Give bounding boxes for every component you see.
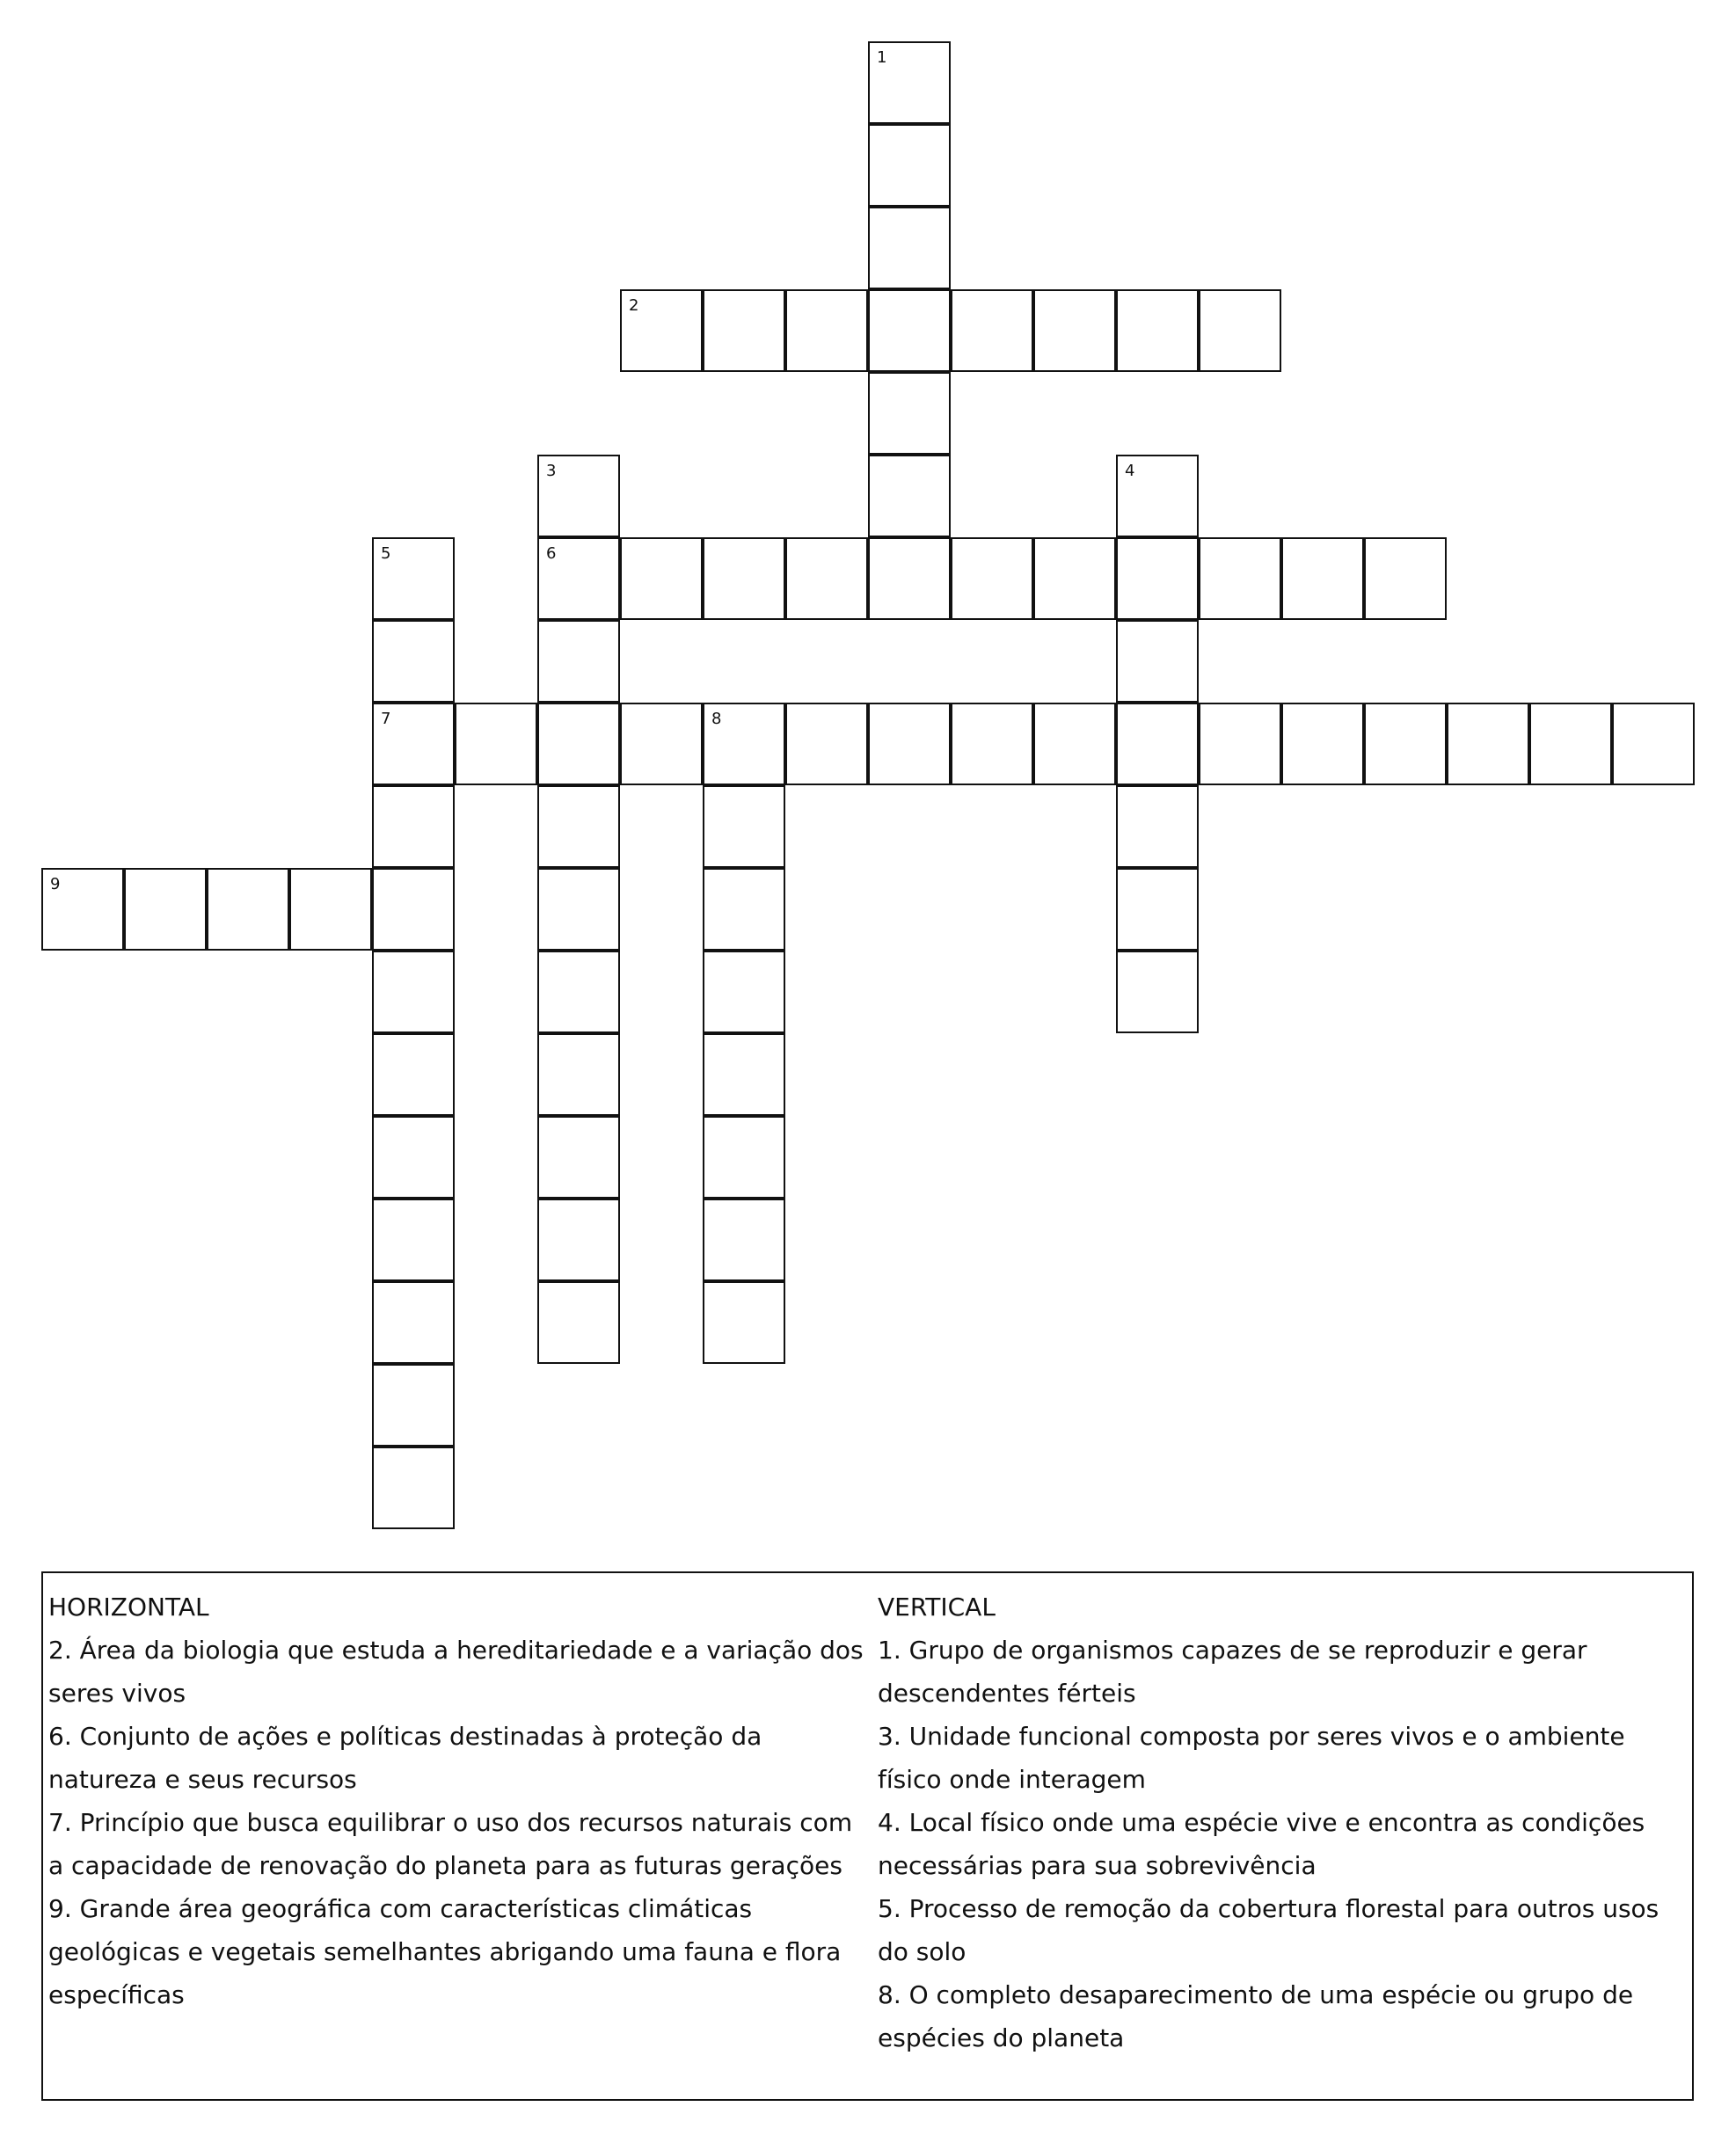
clue-number: 7 [381,710,391,728]
grid-cell[interactable] [537,537,620,620]
clue-down-8: 8. O completo desaparecimento de uma espécie ou grupo de espécies do planeta [878,1980,1634,2052]
grid-cell[interactable] [537,1199,620,1281]
clue-number: 5 [381,544,391,563]
grid-cell[interactable] [372,785,455,868]
grid-cell[interactable] [1033,289,1116,372]
clue-across-9: 9. Grande área geográfica com características climáticas geológicas e vegetais semelhantes abrigando uma fauna e flora específicas [48,1894,842,2009]
grid-cell[interactable] [1116,951,1199,1033]
clue-down-4: 4. Local físico onde uma espécie vive e encontra as condições necessárias para sua sobrevivência [878,1808,1645,1880]
grid-cell[interactable] [703,1116,785,1199]
grid-cell[interactable] [703,1199,785,1281]
grid-cell[interactable] [703,1033,785,1116]
clue-number: 2 [629,296,639,315]
clue-number: 4 [1125,462,1135,480]
grid-cell[interactable] [1116,455,1199,537]
clue-across-2: 2. Área da biologia que estuda a hereditariedade e a variação dos seres vivos [48,1636,864,1708]
clue-number: 6 [546,544,557,563]
grid-cell[interactable] [372,620,455,703]
grid-cell[interactable] [951,289,1033,372]
grid-cell[interactable] [703,1281,785,1364]
grid-cell[interactable] [1199,703,1281,785]
grid-cell[interactable] [1116,620,1199,703]
grid-cell[interactable] [372,1199,455,1281]
grid-cell[interactable] [868,207,951,289]
grid-cell[interactable] [372,1281,455,1364]
grid-cell[interactable] [1281,703,1364,785]
grid-cell[interactable] [372,703,455,785]
grid-cell[interactable] [868,289,951,372]
grid-cell[interactable] [868,124,951,207]
grid-cell[interactable] [703,868,785,951]
grid-cell[interactable] [372,1116,455,1199]
grid-cell[interactable] [207,868,289,951]
grid-cell[interactable] [1364,703,1447,785]
grid-cell[interactable] [620,703,703,785]
grid-cell[interactable] [537,1033,620,1116]
clues-box [41,1571,1694,2101]
grid-cell[interactable] [868,41,951,124]
grid-cell[interactable] [372,1364,455,1447]
clue-down-1: 1. Grupo de organismos capazes de se reproduzir e gerar descendentes férteis [878,1636,1587,1708]
grid-cell[interactable] [455,703,537,785]
grid-cell[interactable] [1199,289,1281,372]
grid-cell[interactable] [537,1116,620,1199]
grid-cell[interactable] [868,455,951,537]
grid-cell[interactable] [1116,785,1199,868]
grid-cell[interactable] [1447,703,1529,785]
grid-cell[interactable] [951,703,1033,785]
clue-number: 1 [877,48,887,67]
grid-cell[interactable] [537,455,620,537]
grid-cell[interactable] [537,620,620,703]
grid-cell[interactable] [1529,703,1612,785]
clue-number: 9 [50,875,61,893]
grid-cell[interactable] [1033,537,1116,620]
grid-cell[interactable] [1199,537,1281,620]
grid-cell[interactable] [868,372,951,455]
vertical-heading: VERTICAL [878,1593,996,1622]
grid-cell[interactable] [537,951,620,1033]
grid-cell[interactable] [289,868,372,951]
grid-cell[interactable] [785,703,868,785]
grid-cell[interactable] [124,868,207,951]
clue-number: 8 [711,710,722,728]
grid-cell[interactable] [620,289,703,372]
grid-cell[interactable] [1116,289,1199,372]
grid-cell[interactable] [372,1447,455,1529]
grid-cell[interactable] [372,868,455,951]
horizontal-heading: HORIZONTAL [48,1593,209,1622]
grid-cell[interactable] [703,951,785,1033]
clue-number: 3 [546,462,557,480]
grid-cell[interactable] [785,537,868,620]
grid-cell[interactable] [41,868,124,951]
grid-cell[interactable] [372,537,455,620]
grid-cell[interactable] [868,537,951,620]
grid-cell[interactable] [1281,537,1364,620]
vertical-clues [878,1585,1690,2059]
grid-cell[interactable] [1116,537,1199,620]
grid-cell[interactable] [703,289,785,372]
grid-cell[interactable] [703,703,785,785]
grid-cell[interactable] [537,785,620,868]
grid-cell[interactable] [537,1281,620,1364]
grid-cell[interactable] [868,703,951,785]
grid-cell[interactable] [372,1033,455,1116]
grid-cell[interactable] [785,289,868,372]
grid-cell[interactable] [951,537,1033,620]
clue-down-5: 5. Processo de remoção da cobertura florestal para outros usos do solo [878,1894,1659,1966]
grid-cell[interactable] [1612,703,1695,785]
grid-cell[interactable] [620,537,703,620]
grid-cell[interactable] [703,537,785,620]
grid-cell[interactable] [537,703,620,785]
grid-cell[interactable] [1116,703,1199,785]
clue-down-3: 3. Unidade funcional composta por seres vivos e o ambiente físico onde interagem [878,1722,1625,1794]
clue-across-6: 6. Conjunto de ações e políticas destinadas à proteção da natureza e seus recursos [48,1722,762,1794]
horizontal-clues [48,1585,875,2016]
grid-cell[interactable] [537,868,620,951]
grid-cell[interactable] [1116,868,1199,951]
clue-across-7: 7. Princípio que busca equilibrar o uso dos recursos naturais com a capacidade de renovação do planeta para as futuras gerações [48,1808,853,1880]
grid-cell[interactable] [372,951,455,1033]
grid-cell[interactable] [1033,703,1116,785]
grid-cell[interactable] [703,785,785,868]
grid-cell[interactable] [1364,537,1447,620]
